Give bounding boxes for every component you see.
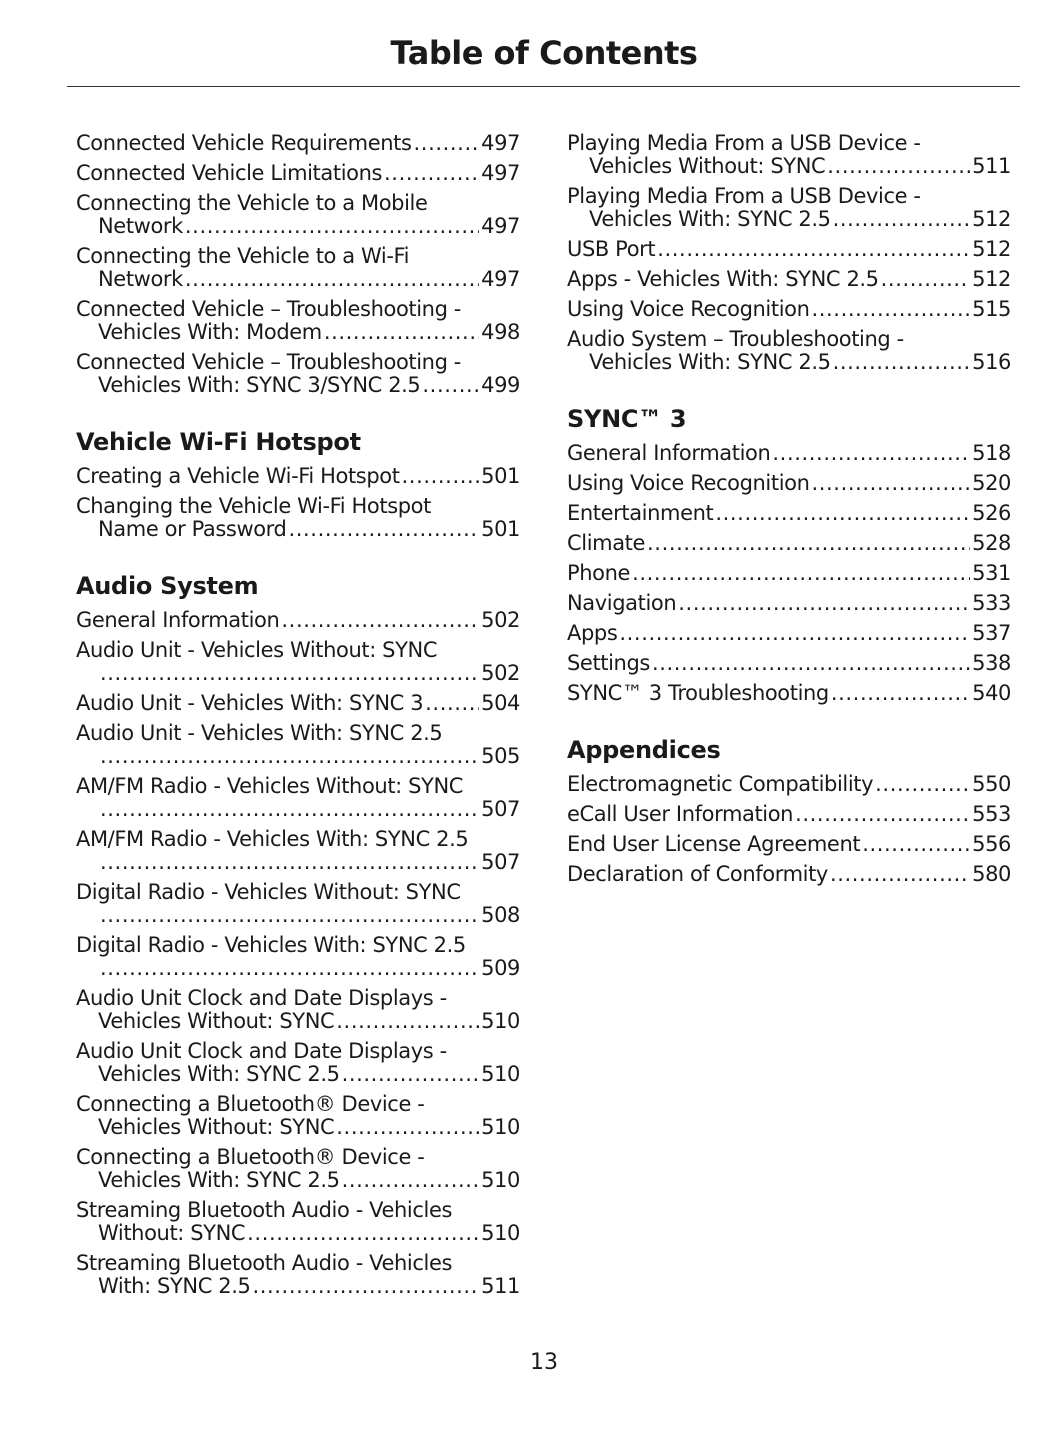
toc-entry[interactable] — [567, 472, 1011, 495]
dot-leader — [402, 465, 480, 488]
dot-leader — [833, 351, 971, 374]
toc-page-number: 501 — [481, 517, 520, 541]
toc-entry-line — [76, 465, 520, 488]
toc-entry[interactable] — [76, 692, 520, 715]
toc-page-number: 499 — [481, 373, 520, 397]
dot-leader — [715, 502, 970, 525]
toc-entry-title: Playing Media From a USB Device - — [567, 131, 921, 155]
toc-entry[interactable] — [76, 192, 520, 238]
toc-entry-title-continued: Vehicles Without: SYNC — [98, 1009, 335, 1033]
toc-entry-title: AM/FM Radio - Vehicles With: SYNC 2.5 — [76, 827, 469, 851]
toc-entry-title: Audio System – Troubleshooting - — [567, 327, 904, 351]
toc-page-number: 533 — [972, 591, 1011, 615]
toc-entry[interactable] — [76, 245, 520, 291]
toc-page-number: 511 — [481, 1274, 520, 1298]
toc-entry-line — [567, 208, 1011, 231]
toc-entry-title-continued: With: SYNC 2.5 — [98, 1274, 251, 1298]
toc-entry[interactable] — [76, 351, 520, 397]
toc-page-number: 580 — [972, 862, 1011, 886]
dot-leader — [425, 692, 479, 715]
toc-entry-title: General Information — [76, 608, 280, 632]
dot-leader — [422, 374, 479, 397]
dot-leader — [811, 472, 970, 495]
toc-page-number: 510 — [481, 1168, 520, 1192]
dot-leader — [833, 208, 971, 231]
toc-page-number: 497 — [481, 161, 520, 185]
toc-entry-line — [567, 773, 1011, 796]
toc-entry-line — [567, 238, 1011, 261]
toc-entry-title: Phone — [567, 561, 631, 585]
section-heading: SYNC™ 3 — [567, 405, 687, 433]
toc-entry-title: General Information — [567, 441, 771, 465]
toc-entry-line — [76, 609, 520, 632]
toc-page-number: 497 — [481, 214, 520, 238]
toc-page-number: 550 — [972, 772, 1011, 796]
toc-entry-title-continued: Without: SYNC — [98, 1221, 246, 1245]
toc-entry[interactable] — [567, 652, 1011, 675]
toc-entry-title: Playing Media From a USB Device - — [567, 184, 921, 208]
toc-page-number: 507 — [481, 850, 520, 874]
toc-page-number: 520 — [972, 471, 1011, 495]
toc-entry-title: Connected Vehicle – Troubleshooting - — [76, 297, 461, 321]
toc-entry-title: Climate — [567, 531, 646, 555]
toc-entry[interactable] — [76, 639, 520, 685]
toc-entry-line — [567, 622, 1011, 645]
toc-page-number: 537 — [972, 621, 1011, 645]
dot-leader — [100, 798, 479, 821]
toc-entry[interactable] — [567, 328, 1011, 374]
toc-entry-line — [76, 1116, 520, 1139]
toc-entry-title-continued: Vehicles Without: SYNC — [589, 154, 826, 178]
toc-page-number: 515 — [972, 297, 1011, 321]
toc-page-number: 509 — [481, 956, 520, 980]
toc-entry[interactable] — [567, 863, 1011, 886]
toc-entry-line — [76, 692, 520, 715]
toc-entry-title: Digital Radio - Vehicles Without: SYNC — [76, 880, 461, 904]
dot-leader — [632, 562, 970, 585]
toc-entry-title: End User License Agreement — [567, 832, 861, 856]
toc-entry-title: Digital Radio - Vehicles With: SYNC 2.5 — [76, 933, 466, 957]
toc-entry-title-continued: Network — [98, 214, 183, 238]
dot-leader — [619, 622, 970, 645]
toc-entry-line — [567, 682, 1011, 705]
toc-entry-title: Audio Unit Clock and Date Displays - — [76, 986, 447, 1010]
toc-left-column — [76, 132, 520, 1305]
toc-entry[interactable] — [567, 502, 1011, 525]
toc-entry[interactable] — [567, 268, 1011, 291]
toc-entry[interactable] — [76, 495, 520, 541]
dot-leader — [100, 662, 479, 685]
toc-entry-line — [567, 268, 1011, 291]
dot-leader — [185, 215, 479, 238]
dot-leader — [100, 957, 479, 980]
toc-entry-title-continued: Vehicles With: Modem — [98, 320, 322, 344]
toc-page-number: 512 — [972, 267, 1011, 291]
toc-entry-title-continued: Vehicles Without: SYNC — [98, 1115, 335, 1139]
toc-entry[interactable] — [567, 562, 1011, 585]
toc-entry-line — [567, 502, 1011, 525]
toc-entry[interactable] — [76, 1252, 520, 1298]
toc-entry-line — [76, 1169, 520, 1192]
toc-entry-title: Audio Unit Clock and Date Displays - — [76, 1039, 447, 1063]
toc-entry-line — [76, 1275, 520, 1298]
toc-entry-title: Audio Unit - Vehicles With: SYNC 3 — [76, 691, 424, 715]
toc-entry-title-continued: Vehicles With: SYNC 3/SYNC 2.5 — [98, 373, 421, 397]
toc-entry[interactable] — [76, 775, 520, 821]
dot-leader — [795, 803, 970, 826]
toc-entry-line — [567, 833, 1011, 856]
toc-entry-line — [567, 532, 1011, 555]
toc-entry-title-continued: Vehicles With: SYNC 2.5 — [98, 1168, 340, 1192]
toc-entry-line — [567, 562, 1011, 585]
toc-entry-title: Streaming Bluetooth Audio - Vehicles — [76, 1251, 453, 1275]
dot-leader — [324, 321, 479, 344]
dot-leader — [281, 609, 479, 632]
toc-page-number: 511 — [972, 154, 1011, 178]
toc-entry-title: Settings — [567, 651, 650, 675]
dot-leader — [657, 238, 970, 261]
dot-leader — [252, 1275, 479, 1298]
toc-entry-line — [76, 957, 520, 980]
dot-leader — [336, 1010, 479, 1033]
toc-entry-line — [76, 904, 520, 927]
toc-entry-line — [76, 1010, 520, 1033]
toc-entry-line — [76, 132, 520, 155]
dot-leader — [811, 298, 970, 321]
toc-page-number: 518 — [972, 441, 1011, 465]
toc-entry-title: Navigation — [567, 591, 677, 615]
toc-entry-title: Electromagnetic Compatibility — [567, 772, 874, 796]
toc-entry[interactable] — [76, 881, 520, 927]
toc-page-number: 531 — [972, 561, 1011, 585]
toc-entry[interactable] — [567, 442, 1011, 465]
toc-entry-line — [567, 863, 1011, 886]
dot-leader — [247, 1222, 479, 1245]
toc-entry-line — [76, 162, 520, 185]
toc-page-number: 507 — [481, 797, 520, 821]
toc-entry-title: Apps — [567, 621, 618, 645]
toc-page-number: 553 — [972, 802, 1011, 826]
toc-page-number: 540 — [972, 681, 1011, 705]
toc-entry-line — [76, 518, 520, 541]
toc-entry-title: Streaming Bluetooth Audio - Vehicles — [76, 1198, 453, 1222]
page-number: 13 — [530, 1350, 558, 1375]
toc-entry-line — [76, 798, 520, 821]
section-heading: Audio System — [76, 572, 259, 600]
toc-entry-title: Apps - Vehicles With: SYNC 2.5 — [567, 267, 879, 291]
toc-page-number: 556 — [972, 832, 1011, 856]
toc-entry-line — [567, 442, 1011, 465]
toc-entry[interactable] — [567, 682, 1011, 705]
toc-entry[interactable] — [76, 609, 520, 632]
toc-entry-title-continued: Name or Password — [98, 517, 287, 541]
dot-leader — [100, 745, 479, 768]
page-title: Table of Contents — [390, 34, 698, 72]
toc-entry[interactable] — [76, 1199, 520, 1245]
toc-page-number: 504 — [481, 691, 520, 715]
toc-entry-title: Connected Vehicle Limitations — [76, 161, 383, 185]
dot-leader — [384, 162, 479, 185]
toc-entry-title: Changing the Vehicle Wi-Fi Hotspot — [76, 494, 431, 518]
toc-entry-title: eCall User Information — [567, 802, 794, 826]
dot-leader — [336, 1116, 479, 1139]
dot-leader — [830, 863, 970, 886]
toc-page-number: 497 — [481, 267, 520, 291]
toc-entry-line — [567, 155, 1011, 178]
toc-entry-line — [76, 268, 520, 291]
dot-leader — [185, 268, 479, 291]
toc-entry-line — [567, 351, 1011, 374]
dot-leader — [875, 773, 970, 796]
dot-leader — [831, 682, 970, 705]
dot-leader — [342, 1169, 480, 1192]
title-divider — [67, 86, 1020, 87]
dot-leader — [862, 833, 970, 856]
dot-leader — [652, 652, 970, 675]
toc-entry[interactable] — [567, 803, 1011, 826]
toc-entry[interactable] — [76, 934, 520, 980]
toc-entry[interactable] — [567, 622, 1011, 645]
toc-entry-line — [76, 1222, 520, 1245]
toc-page-number: 526 — [972, 501, 1011, 525]
toc-page-number: 508 — [481, 903, 520, 927]
toc-entry-title: Connecting a Bluetooth® Device - — [76, 1145, 425, 1169]
toc-entry-title: Using Voice Recognition — [567, 471, 810, 495]
toc-entry[interactable] — [76, 1040, 520, 1086]
toc-entry-title: Connected Vehicle – Troubleshooting - — [76, 350, 461, 374]
toc-entry-line — [76, 851, 520, 874]
toc-entry-title: AM/FM Radio - Vehicles Without: SYNC — [76, 774, 464, 798]
toc-entry-title: Entertainment — [567, 501, 714, 525]
toc-entry[interactable] — [76, 1093, 520, 1139]
toc-page-number: 501 — [481, 464, 520, 488]
toc-entry[interactable] — [76, 1146, 520, 1192]
dot-leader — [881, 268, 970, 291]
toc-entry-line — [567, 592, 1011, 615]
toc-page-number: 510 — [481, 1221, 520, 1245]
toc-page-number: 512 — [972, 237, 1011, 261]
section-heading: Vehicle Wi-Fi Hotspot — [76, 428, 361, 456]
dot-leader — [288, 518, 479, 541]
toc-entry-title: Creating a Vehicle Wi-Fi Hotspot — [76, 464, 400, 488]
toc-entry-line — [567, 472, 1011, 495]
toc-entry-line — [76, 215, 520, 238]
toc-page-number: 497 — [481, 131, 520, 155]
toc-page-number: 512 — [972, 207, 1011, 231]
toc-page-number: 538 — [972, 651, 1011, 675]
toc-entry-title: Declaration of Conformity — [567, 862, 828, 886]
toc-entry[interactable] — [567, 238, 1011, 261]
toc-entry-title-continued: Network — [98, 267, 183, 291]
toc-entry-title: USB Port — [567, 237, 656, 261]
toc-entry[interactable] — [567, 592, 1011, 615]
toc-entry-title-continued: Vehicles With: SYNC 2.5 — [589, 207, 831, 231]
toc-page-number: 510 — [481, 1062, 520, 1086]
toc-entry-line — [76, 745, 520, 768]
dot-leader — [827, 155, 970, 178]
dot-leader — [772, 442, 970, 465]
dot-leader — [647, 532, 970, 555]
toc-entry-title: SYNC™ 3 Troubleshooting — [567, 681, 829, 705]
dot-leader — [342, 1063, 480, 1086]
toc-entry[interactable] — [76, 298, 520, 344]
toc-entry[interactable] — [76, 132, 520, 155]
toc-page-number: 510 — [481, 1009, 520, 1033]
toc-entry[interactable] — [76, 722, 520, 768]
toc-entry-title: Connecting the Vehicle to a Wi-Fi — [76, 244, 410, 268]
toc-entry[interactable] — [76, 828, 520, 874]
toc-entry-line — [567, 652, 1011, 675]
toc-entry-title: Connected Vehicle Requirements — [76, 131, 412, 155]
toc-entry[interactable] — [567, 185, 1011, 231]
toc-entry-line — [76, 662, 520, 685]
toc-entry[interactable] — [76, 987, 520, 1033]
toc-entry-title: Audio Unit - Vehicles Without: SYNC — [76, 638, 438, 662]
toc-page-number: 502 — [481, 608, 520, 632]
toc-entry-title-continued: Vehicles With: SYNC 2.5 — [589, 350, 831, 374]
toc-entry-title: Using Voice Recognition — [567, 297, 810, 321]
toc-entry[interactable] — [567, 773, 1011, 796]
toc-entry-line — [76, 321, 520, 344]
toc-entry-title: Audio Unit - Vehicles With: SYNC 2.5 — [76, 721, 443, 745]
dot-leader — [678, 592, 970, 615]
toc-page-number: 510 — [481, 1115, 520, 1139]
toc-entry[interactable] — [567, 833, 1011, 856]
toc-page-number: 516 — [972, 350, 1011, 374]
toc-page-number: 528 — [972, 531, 1011, 555]
toc-entry[interactable] — [567, 532, 1011, 555]
toc-entry-title-continued: Vehicles With: SYNC 2.5 — [98, 1062, 340, 1086]
toc-entry[interactable] — [567, 298, 1011, 321]
toc-entry-title: Connecting a Bluetooth® Device - — [76, 1092, 425, 1116]
toc-entry-line — [76, 374, 520, 397]
toc-entry-line — [567, 298, 1011, 321]
toc-page-number: 498 — [481, 320, 520, 344]
toc-page-number: 505 — [481, 744, 520, 768]
section-heading: Appendices — [567, 736, 721, 764]
toc-entry-line — [567, 803, 1011, 826]
dot-leader — [100, 904, 479, 927]
toc-entry[interactable] — [567, 132, 1011, 178]
toc-entry-line — [76, 1063, 520, 1086]
dot-leader — [100, 851, 479, 874]
dot-leader — [414, 132, 480, 155]
toc-page-number: 502 — [481, 661, 520, 685]
toc-right-column — [567, 132, 1011, 893]
toc-entry[interactable] — [76, 465, 520, 488]
toc-entry-title: Connecting the Vehicle to a Mobile — [76, 191, 428, 215]
toc-entry[interactable] — [76, 162, 520, 185]
